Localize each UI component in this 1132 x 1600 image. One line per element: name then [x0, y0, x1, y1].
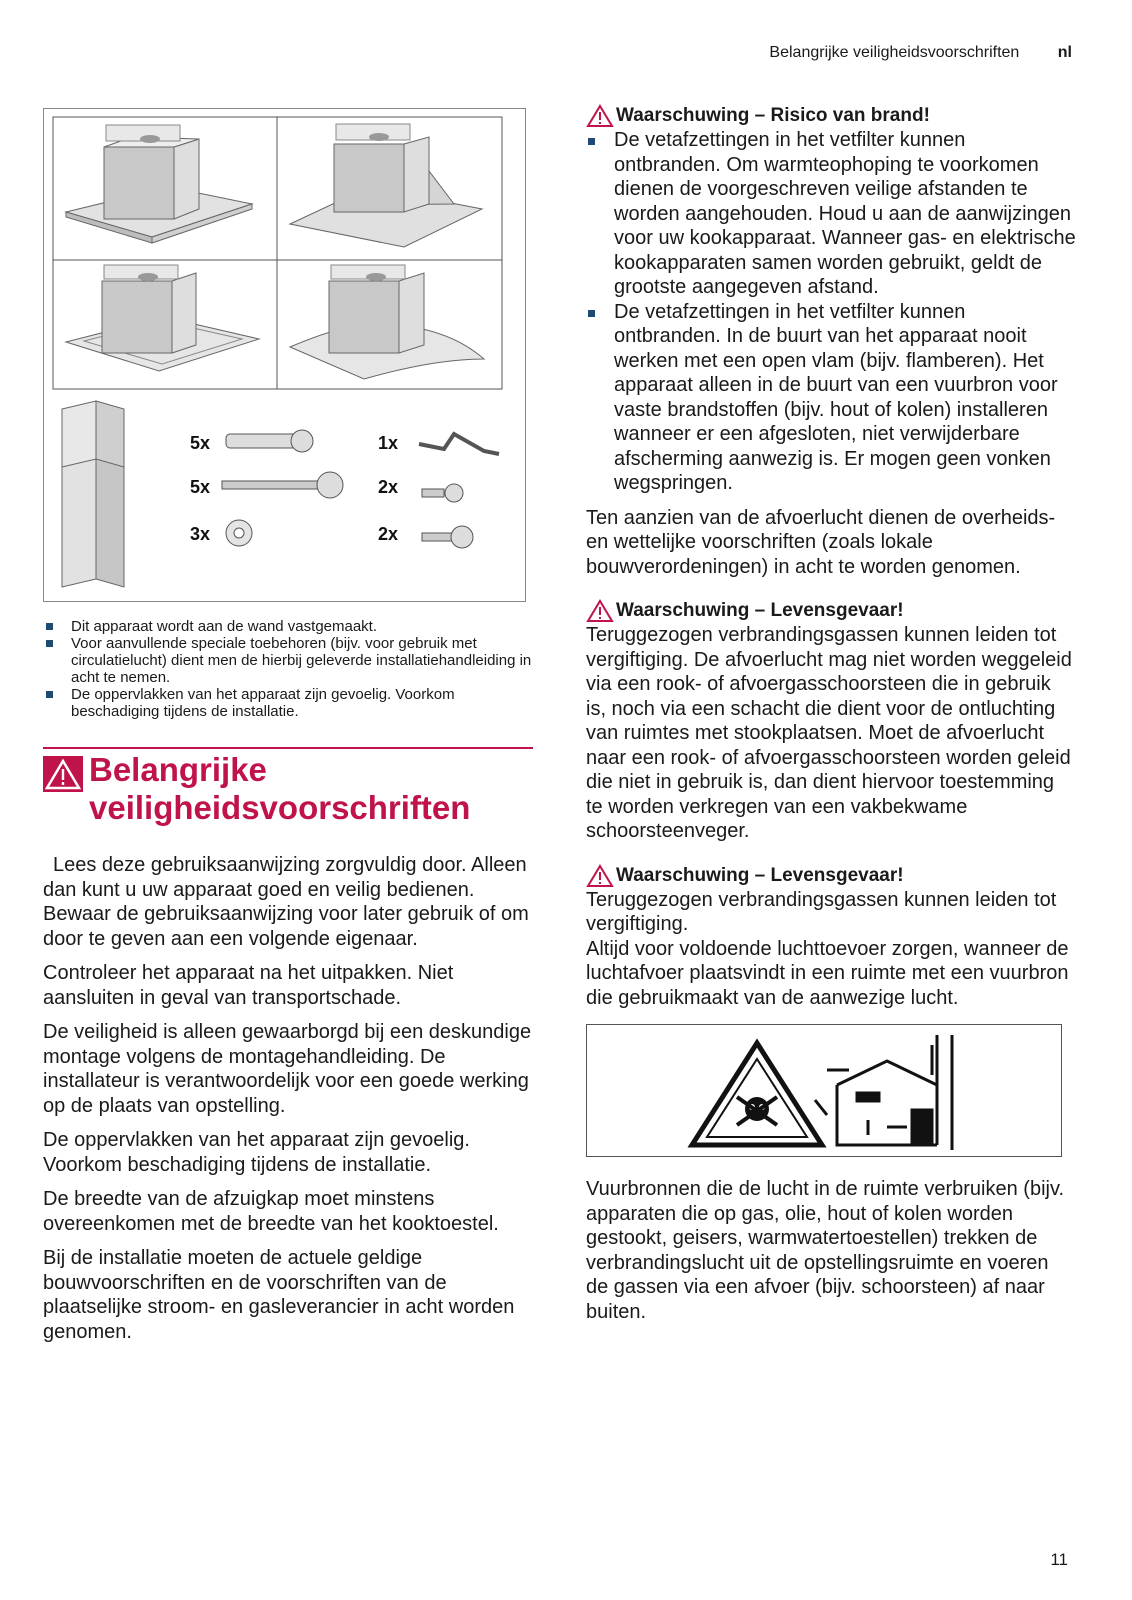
- paragraph: De veiligheid is alleen gewaarborgd bij een deskundige montage volgens de montagehandleiding. De installateur is verantwoordelijk voor een goede werking op de plaats van opstelling.: [43, 1021, 532, 1117]
- long-screw-icon: [222, 472, 343, 498]
- paragraph: Teruggezogen verbrandingsgassen kunnen leiden tot vergiftiging.: [586, 888, 1057, 935]
- room-airflow-icon: [815, 1035, 952, 1150]
- warning-icon: [43, 756, 83, 792]
- list-item: Dit apparaat wordt aan de wand vastgemaakt.: [43, 618, 533, 635]
- page-title: Belangrijke veiligheidsvoorschriften: [89, 751, 471, 826]
- left-column: [43, 618, 533, 1354]
- list-item: De vetafzettingen in het vetfilter kunnen ontbranden. Om warmteophoping te voorkomen dienen de voorgeschreven veilige afstanden te worden aangehouden. Houd u aan de aanwijzingen voor uw kookapparaat. Wanneer gas- en elektrische kookapparaten samen worden gebruikt, geldt de grootste aangegeven afstand.: [586, 128, 1076, 300]
- paragraph: Ten aanzien van de afvoerlucht dienen de overheids- en wettelijke voorschriften (zoals lokale bouwverordeningen) in acht te worden genomen.: [586, 506, 1056, 578]
- header-language: nl: [1057, 44, 1072, 61]
- warning-heading-fire: Waarschuwing – Risico van brand!: [586, 104, 1076, 128]
- part-qty-washer: 3x: [190, 524, 211, 544]
- paragraph: De breedte van de afzuigkap moet minstens overeenkomen met de breedte van het kooktoestel.: [43, 1188, 499, 1235]
- paragraph: De oppervlakken van het apparaat zijn gevoelig. Voorkom beschadiging tijdens de installatie.: [43, 1129, 470, 1176]
- header-section: Belangrijke veiligheidsvoorschriften: [769, 44, 1020, 61]
- hood-glass-icon: [66, 265, 259, 371]
- warning-heading-life: Waarschuwing – Levensgevaar!: [586, 864, 1076, 888]
- paragraph: Lees deze gebruiksaanwijzing zorgvuldig door. Alleen dan kunt u uw apparaat goed en veilig bedienen. Bewaar de gebruiksaanwijzing voor later gebruik of om door te geven aan een volgende eigenaar.: [43, 854, 529, 950]
- warning-triangle-icon: [586, 104, 614, 128]
- paragraph: Vuurbronnen die de lucht in de ruimte verbruiken (bijv. apparaten die op gas, olie, hout of kolen worden gestookt, geisers, warmwatertoestellen) trekken de verbrandingslucht uit de opstellingsruimte en voeren de gassen via een afvoer (bijv. schoorsteen) af naar buiten.: [586, 1178, 1065, 1323]
- warning-triangle-icon: [586, 864, 614, 888]
- part-qty-wall-plug: 5x: [190, 433, 211, 453]
- hood-pyramid-icon: [290, 124, 482, 247]
- part-qty-bracket: 1x: [378, 433, 399, 453]
- short-screw-icon: [422, 484, 463, 502]
- washer-icon: [226, 520, 252, 546]
- screw-icon: [422, 526, 473, 548]
- paragraph: Altijd voor voldoende luchttoevoer zorgen, wanneer de luchtafvoer plaatsvindt in een ruimte met een vuurbron die gebruikmaakt van de aanwezige lucht.: [586, 937, 1069, 1009]
- right-column: [586, 104, 1076, 1334]
- part-qty-screw: 2x: [378, 524, 399, 544]
- hood-illustration: [44, 109, 525, 601]
- hood-flat-icon: [66, 125, 252, 243]
- list-item: Voor aanvullende speciale toebehoren (bijv. voor gebruik met circulatielucht) dient men de hierbij geleverde installatiehandleiding in acht te nemen.: [43, 635, 533, 686]
- hood-curved-icon: [290, 265, 484, 379]
- warning-heading-life: Waarschuwing – Levensgevaar!: [586, 599, 1076, 623]
- part-qty-long-screw: 5x: [190, 477, 211, 497]
- fire-warning-list: [586, 128, 1076, 496]
- section-heading: [43, 747, 533, 827]
- wall-plug-icon: [226, 430, 313, 452]
- running-header: [769, 44, 1072, 62]
- list-item: De oppervlakken van het apparaat zijn gevoelig. Voorkom beschadiging tijdens de installatie.: [43, 686, 533, 720]
- installation-figure: [43, 108, 526, 602]
- warning-triangle-icon: [586, 599, 614, 623]
- part-qty-short-screw: 2x: [378, 477, 399, 497]
- page-number: 11: [1050, 1550, 1068, 1569]
- bracket-icon: [419, 434, 499, 454]
- hazard-illustration: [586, 1024, 1062, 1157]
- chimney-duct-icon: [62, 401, 124, 587]
- paragraph: Teruggezogen verbrandingsgassen kunnen leiden tot vergiftiging. De afvoerlucht mag niet worden weggeleid via een rook- of afvoergasschoorsteen die in gebruik is, noch via een schacht die dient voor de ontluchting van ruimtes met stookplaatsen. Moet de afvoerlucht naar een rook- of afvoergasschoorsteen worden geleid die niet in gebruik is, dan dient hiervoor toestemming te worden verkregen van een vakbekwame schoorsteenveger.: [586, 624, 1072, 842]
- poison-warning-icon: [692, 1043, 822, 1145]
- paragraph: Controleer het apparaat na het uitpakken. Niet aansluiten in geval van transportschade.: [43, 962, 454, 1009]
- installation-notes: [43, 618, 533, 720]
- paragraph: Bij de installatie moeten de actuele geldige bouwvoorschriften en de voorschriften van de plaatselijke stroom- en gasleverancier in acht worden genomen.: [43, 1247, 515, 1343]
- list-item: De vetafzettingen in het vetfilter kunnen ontbranden. In de buurt van het apparaat nooit werken met een open vlam (bijv. flamberen). Het apparaat alleen in de buurt van een vuurbron voor vaste brandstoffen (bijv. hout of kolen) installeren wanneer er een afgesloten, niet verwijderbare afscherming aanwezig is. Er mogen geen vonken wegspringen.: [586, 300, 1076, 496]
